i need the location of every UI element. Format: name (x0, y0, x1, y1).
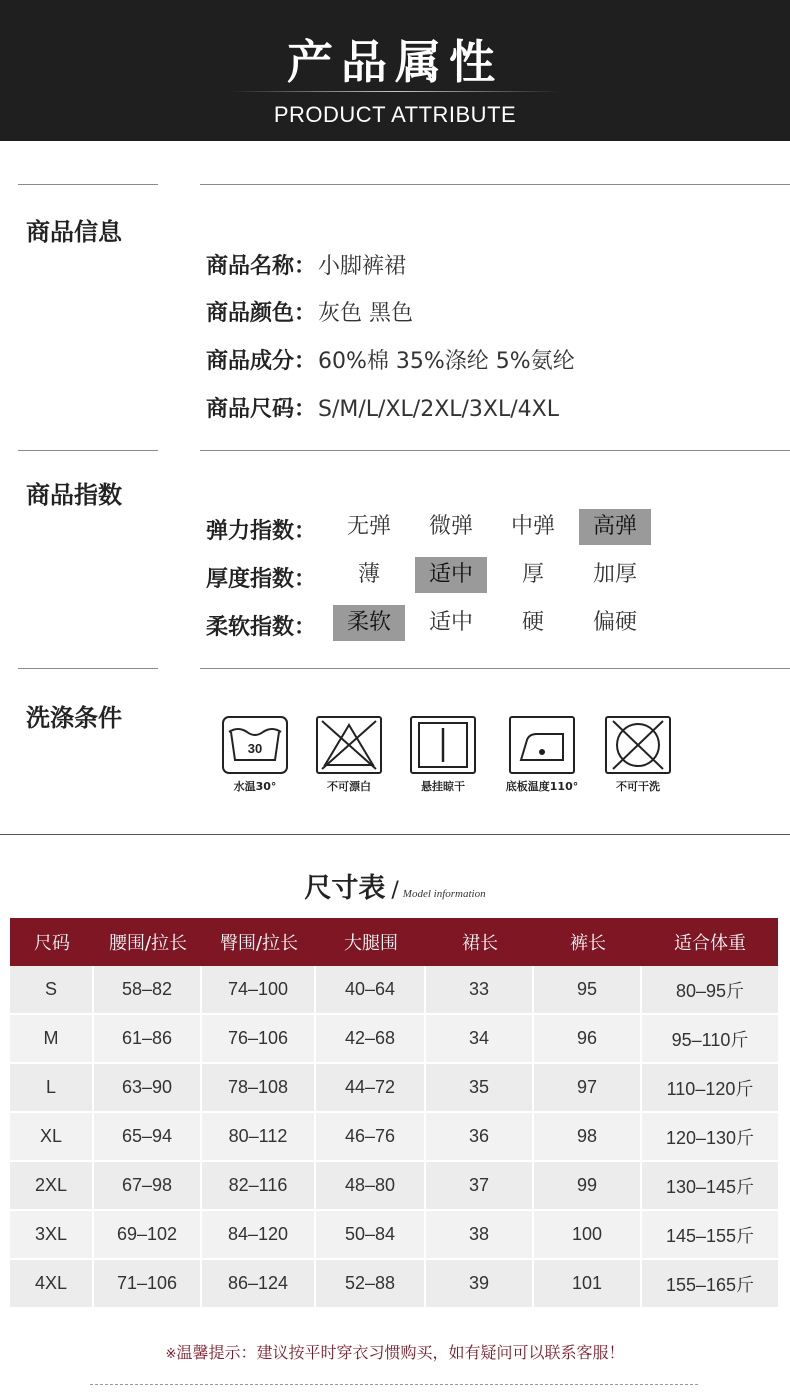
care-caption: 底板温度110° (505, 780, 579, 793)
table-cell: 40–64 (316, 966, 426, 1015)
index-option: 加厚 (592, 562, 637, 587)
table-cell: 84–120 (202, 1211, 316, 1260)
table-cell: 65–94 (94, 1113, 202, 1162)
table-cell: 63–90 (94, 1064, 202, 1113)
index-option-selected: 高弹 (579, 509, 651, 545)
index-label: 柔软指数： (206, 615, 317, 640)
table-cell: 74–100 (202, 966, 316, 1015)
divider-left (18, 450, 158, 451)
no-dry-clean-icon (605, 716, 671, 774)
care-item (398, 716, 488, 794)
table-cell: 78–108 (202, 1064, 316, 1113)
size-table (10, 918, 778, 1309)
table-cell: 50–84 (316, 1211, 426, 1260)
table-row (10, 1113, 778, 1162)
table-cell: 52–88 (316, 1260, 426, 1309)
index-option: 薄 (357, 562, 380, 587)
table-cell: 2XL (10, 1162, 94, 1211)
info-value: 60%棉 35%涤纶 5%氨纶 (318, 349, 575, 374)
table-row (10, 1260, 778, 1309)
hang-dry-icon (410, 716, 476, 774)
table-cell: 96 (534, 1015, 642, 1064)
info-label: 商品尺码： (206, 397, 317, 422)
table-cell: 110–120斤 (642, 1064, 778, 1113)
care-caption: 水温30° (233, 780, 277, 793)
tip-text: 温馨提示：建议按平时穿衣习惯购买，如有疑问可以联系客服！ (176, 1343, 625, 1362)
table-cell: 99 (534, 1162, 642, 1211)
table-cell: 98 (534, 1113, 642, 1162)
table-cell: 100 (534, 1211, 642, 1260)
divider-left (18, 668, 158, 669)
index-option-selected: 适中 (415, 557, 487, 593)
iron-110-icon (509, 716, 575, 774)
size-chart-title-en: Model information (402, 888, 486, 900)
table-cell: 35 (426, 1064, 534, 1113)
column-header: 臀围/拉长 (202, 918, 316, 966)
table-cell: 61–86 (94, 1015, 202, 1064)
index-label: 弹力指数： (206, 519, 317, 544)
table-cell: 86–124 (202, 1260, 316, 1309)
table-cell: S (10, 966, 94, 1015)
table-cell: 95–110斤 (642, 1015, 778, 1064)
info-row (206, 392, 559, 423)
table-row (10, 1211, 778, 1260)
table-header-row (10, 918, 778, 966)
info-value: 小脚裤裙 (318, 254, 407, 279)
table-cell: 46–76 (316, 1113, 426, 1162)
table-row (10, 966, 778, 1015)
column-header: 尺码 (10, 918, 94, 966)
table-cell: 37 (426, 1162, 534, 1211)
table-row (10, 1162, 778, 1211)
header-banner (0, 0, 790, 141)
index-option: 厚 (521, 562, 544, 587)
index-option: 偏硬 (592, 610, 637, 635)
index-option: 硬 (521, 610, 544, 635)
table-cell: 95 (534, 966, 642, 1015)
table-cell: 82–116 (202, 1162, 316, 1211)
no-bleach-icon (316, 716, 382, 774)
table-cell: 76–106 (202, 1015, 316, 1064)
column-header: 腰围/拉长 (94, 918, 202, 966)
page-subtitle: PRODUCT ATTRIBUTE (273, 102, 517, 127)
table-cell: 80–95斤 (642, 966, 778, 1015)
table-cell: 3XL (10, 1211, 94, 1260)
column-header: 裙长 (426, 918, 534, 966)
care-item (593, 716, 683, 794)
table-cell: 44–72 (316, 1064, 426, 1113)
table-cell: 67–98 (94, 1162, 202, 1211)
care-caption: 悬挂晾干 (421, 780, 465, 793)
table-cell: 71–106 (94, 1260, 202, 1309)
table-cell: 120–130斤 (642, 1113, 778, 1162)
info-label: 商品成分： (206, 349, 317, 374)
svg-text:30: 30 (247, 741, 263, 756)
index-option: 适中 (428, 610, 473, 635)
care-item (497, 716, 587, 794)
wash-30-icon (222, 716, 288, 774)
tip-message (0, 1340, 790, 1363)
title-divider (230, 91, 560, 92)
section-title-product-info: 商品信息 (26, 218, 122, 246)
table-cell: XL (10, 1113, 94, 1162)
section-divider (0, 834, 790, 835)
column-header: 适合体重 (642, 918, 778, 966)
index-option: 中弹 (510, 514, 555, 539)
table-cell: 4XL (10, 1260, 94, 1309)
table-cell: 58–82 (94, 966, 202, 1015)
index-option: 微弹 (428, 514, 473, 539)
table-cell: 97 (534, 1064, 642, 1113)
size-chart-title (0, 866, 790, 905)
care-item (210, 716, 300, 794)
care-caption: 不可干洗 (616, 780, 660, 793)
section-title-indices: 商品指数 (26, 481, 122, 509)
table-cell: 80–112 (202, 1113, 316, 1162)
table-cell: M (10, 1015, 94, 1064)
info-value: 灰色 黑色 (318, 301, 414, 326)
divider-right (200, 668, 790, 669)
table-cell: 145–155斤 (642, 1211, 778, 1260)
table-cell: 42–68 (316, 1015, 426, 1064)
table-cell: 48–80 (316, 1162, 426, 1211)
table-cell: 155–165斤 (642, 1260, 778, 1309)
table-cell: 34 (426, 1015, 534, 1064)
divider-right (200, 184, 790, 185)
divider-left (18, 184, 158, 185)
table-cell: 36 (426, 1113, 534, 1162)
bottom-dashed-divider (90, 1384, 698, 1385)
table-cell: 130–145斤 (642, 1162, 778, 1211)
table-cell: 39 (426, 1260, 534, 1309)
info-row (206, 344, 575, 375)
info-row (206, 296, 413, 327)
info-row (206, 249, 406, 280)
page-title: 产品属性 (287, 35, 503, 89)
info-value: S/M/L/XL/2XL/3XL/4XL (318, 397, 559, 422)
info-label: 商品颜色： (206, 301, 317, 326)
table-cell: 38 (426, 1211, 534, 1260)
index-label: 厚度指数： (206, 567, 317, 592)
title-slash: / (391, 878, 399, 903)
index-option: 无弹 (346, 514, 391, 539)
divider-right (200, 450, 790, 451)
section-title-washing: 洗涤条件 (26, 704, 122, 732)
table-cell: 33 (426, 966, 534, 1015)
index-option-selected: 柔软 (333, 605, 405, 641)
info-label: 商品名称： (206, 254, 317, 279)
table-cell: 69–102 (94, 1211, 202, 1260)
table-row (10, 1064, 778, 1113)
column-header: 裤长 (534, 918, 642, 966)
table-cell: 101 (534, 1260, 642, 1309)
care-item (304, 716, 394, 794)
column-header: 大腿围 (316, 918, 426, 966)
table-row (10, 1015, 778, 1064)
table-cell: L (10, 1064, 94, 1113)
care-caption: 不可漂白 (327, 780, 371, 793)
tip-mark: ※ (165, 1347, 177, 1362)
size-chart-title-zh: 尺寸表 (304, 873, 386, 904)
